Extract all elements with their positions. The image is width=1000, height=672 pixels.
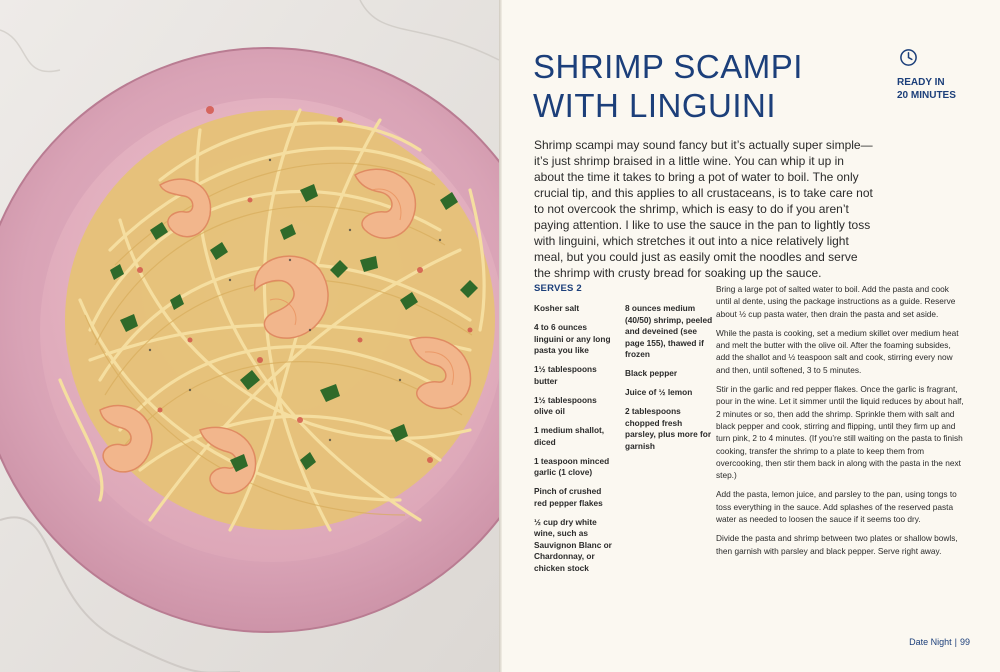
page-number: 99 xyxy=(959,637,970,647)
ingredient-item: Juice of ½ lemon xyxy=(625,387,693,397)
step-paragraph: Stir in the garlic and red pepper flakes. Once the garlic is fragrant, pour in the wine. Let it simmer until the liquid reduces by about half, 2 minutes or so, then add the shrimp. Sprinkle them with salt and black pepper and cook, stirring and flipping, until they firm up and turn pink, 2 to 4 minutes. (If you’re still waiting on the pasta to finish cooking, transfer the shrimp to a plate to keep them from overcooking, then stir them back in along with the pasta in the next step.) xyxy=(716,384,964,481)
recipe-steps xyxy=(716,283,966,564)
ingredients-column-2 xyxy=(625,303,713,460)
ingredient-item: Kosher salt xyxy=(534,303,580,313)
recipe-title: SHRIMP SCAMPI WITH LINGUINI xyxy=(533,48,803,124)
ingredients-column-1 xyxy=(534,303,612,582)
dish-photo xyxy=(0,0,499,672)
ingredient-item: ½ cup dry white wine, such as Sauvignon Blanc or Chardonnay, or chicken stock xyxy=(534,516,612,573)
ingredient-item: 2 tablespoons chopped fresh parsley, plus more for garnish xyxy=(625,406,712,451)
step-paragraph: Divide the pasta and shrimp between two plates or shallow bowls, then garnish with parsley and black pepper. Serve right away. xyxy=(716,533,958,556)
step-paragraph: Add the pasta, lemon juice, and parsley to the pan, using tongs to toss everything in the sauce. Add splashes of the reserved pasta water as needed to loosen the sauce if it seems too dry. xyxy=(716,489,957,525)
clock-icon xyxy=(899,48,918,67)
step-paragraph: While the pasta is cooking, set a medium skillet over medium heat and melt the butter with the olive oil. After the foaming subsides, add the shallot and ½ teaspoon salt and cook, stirring every now and then, until softened, 3 to 5 minutes. xyxy=(716,327,959,375)
ready-time xyxy=(897,48,987,102)
recipe-page xyxy=(502,0,1000,672)
footer-section: Date Night xyxy=(909,637,952,647)
ingredient-item: Black pepper xyxy=(625,368,678,378)
ingredient-item: Pinch of crushed red pepper flakes xyxy=(534,486,603,508)
shrimp-scampi-photo xyxy=(0,0,499,672)
step-paragraph: Bring a large pot of salted water to boil. Add the pasta and cook until al dente, using the package instructions as a guide. Reserve about ½ cup pasta water, then drain the pasta and set aside. xyxy=(716,284,956,319)
footer-separator: | xyxy=(954,637,957,647)
ingredient-item: 4 to 6 ounces linguini or any long pasta you like xyxy=(534,322,611,355)
ready-time-label: READY IN 20 MINUTES xyxy=(897,77,956,101)
page-footer xyxy=(909,637,970,647)
ingredient-item: 1½ tablespoons butter xyxy=(534,364,597,386)
serves-label: SERVES 2 xyxy=(534,283,582,294)
ingredient-item: 1½ tablespoons olive oil xyxy=(534,394,597,416)
ingredient-item: 1 medium shallot, diced xyxy=(534,425,605,447)
ingredient-item: 1 teaspoon minced garlic (1 clove) xyxy=(534,455,610,477)
ingredient-item: 8 ounces medium (40/50) shrimp, peeled and deveined (see page 155), thawed if frozen xyxy=(625,303,713,359)
recipe-intro: Shrimp scampi may sound fancy but it’s actually super simple—it’s just shrimp braised in a little wine. You can whip it up in about the time it takes to bring a pot of water to boil. The only crucial tip, and this applies to all crustaceans, is to take care not to not overcook the shrimp, which is easy to do if you aren’t paying attention. I like to use the sauce in the pan to lightly toss with linguini, which stretches it out into a nice relatively light meal, but you could just as easily omit the noodles and serve the shrimp with crusty bread for soaking up the sauce. xyxy=(534,138,873,280)
